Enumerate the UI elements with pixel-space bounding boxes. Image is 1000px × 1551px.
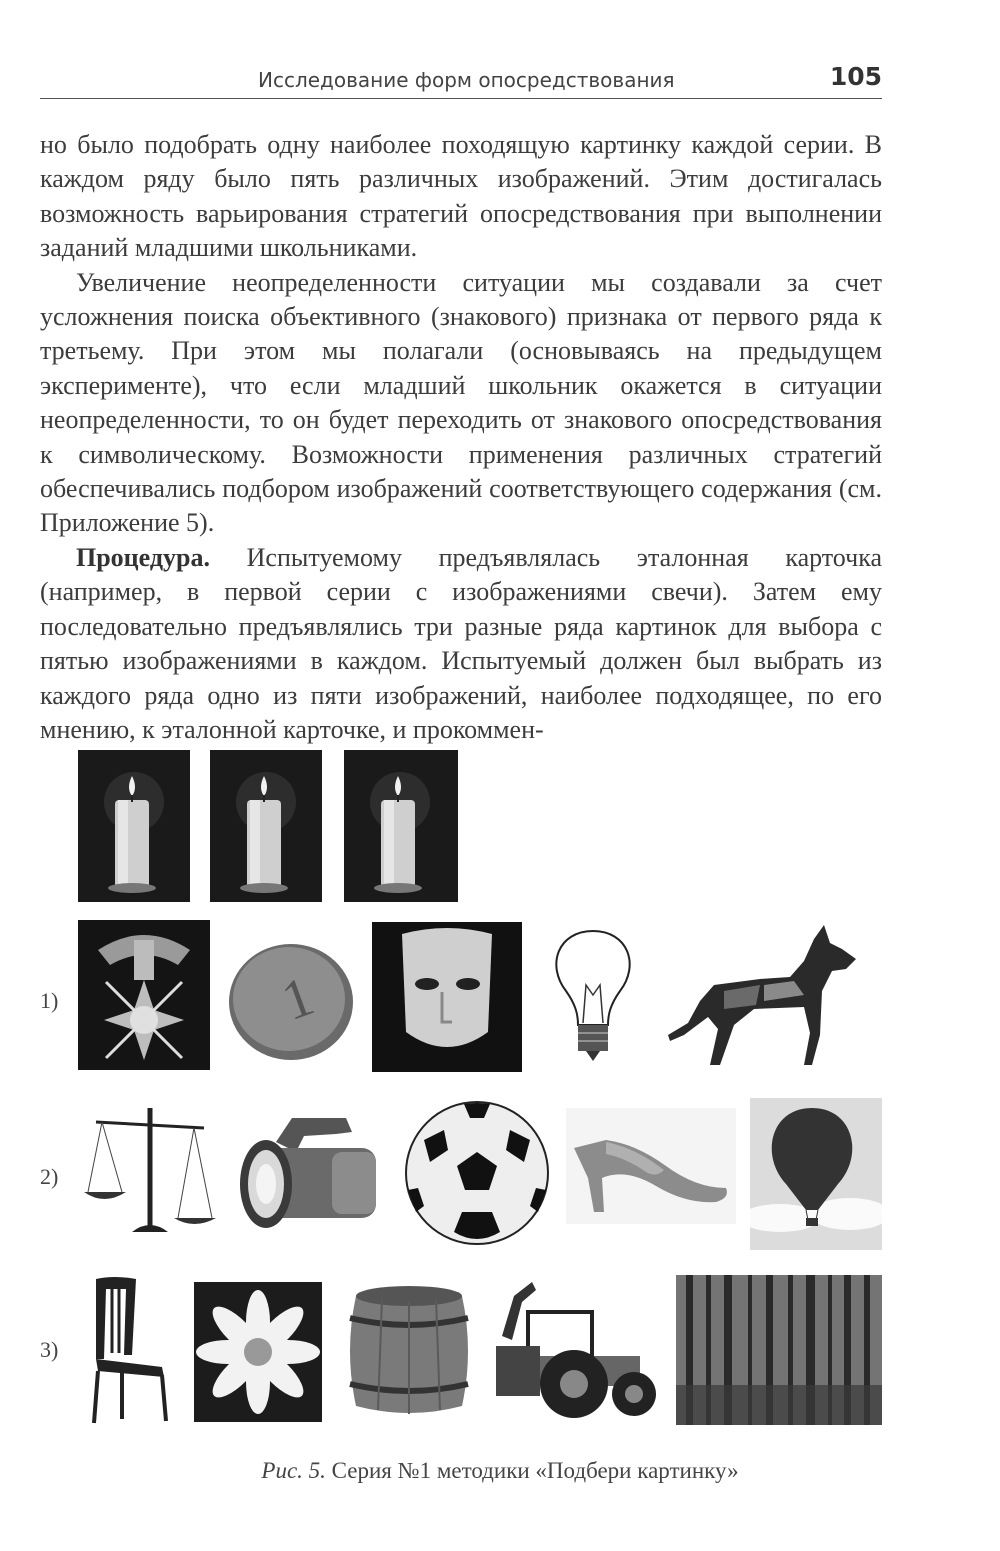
row-label-2: 2) <box>40 1164 59 1189</box>
medal-image <box>78 920 210 1070</box>
figure-caption <box>0 1458 1000 1484</box>
paragraph-2: Увеличение неопределенности ситуации мы создавали за счет усложнения поиска объективного (знакового) признака от первого ряда к третьему. При этом мы полагали (основываясь на предыдущем эксперименте), что если младший школьник окажется в ситуации неопределенности, то он будет переходить от знакового опосредствования к символическому. Возможности применения различных стратегий обеспечивались подбором изображений соответствующего содержания (см. Приложение 5). <box>40 267 882 538</box>
row-label-1: 1) <box>40 988 59 1013</box>
coin-digit: 1 <box>274 965 322 1034</box>
running-title: Исследование форм опосредствования <box>258 68 675 92</box>
paragraph-1: но было подобрать одну наиболее походящую картинку каждой серии. В каждом ряду было пять различных изображений. Этим достигалась возможность варьирования стратегий опосредствования при выполнении заданий младшими школьниками. <box>40 130 882 263</box>
flower-image <box>194 1282 322 1422</box>
paragraph-3 <box>40 541 882 747</box>
paragraph-3-text: Испытуемому предъявлялась эталонная карточка (например, в первой серии с изображениями свечи). Затем ему последовательно предъявлялись три разные ряда картинок для выбора с пятью изображениями в каждом. Испытуемый должен был выбрать из каждого ряда одно из пяти изображений, наиболее подходящее, по его мнению, к эталонной карточке, и прокоммен- <box>40 542 882 744</box>
candle-image <box>344 750 458 902</box>
light-bulb-image <box>538 925 648 1065</box>
soccer-ball-image <box>404 1100 550 1246</box>
body-text <box>40 128 882 747</box>
hot-air-balloon-image <box>750 1098 882 1250</box>
row-label-3: 3) <box>40 1337 59 1362</box>
caption-label: Рис. 5. <box>261 1458 326 1483</box>
flashlight-image <box>236 1112 386 1240</box>
dog-image <box>664 925 860 1067</box>
scales-image <box>82 1102 218 1242</box>
page-number: 105 <box>829 62 882 91</box>
mask-image <box>372 922 522 1072</box>
procedure-heading: Процедура. <box>76 542 210 572</box>
tractor-image <box>492 1276 658 1422</box>
caption-text: Серия №1 методики «Подбери картинку» <box>325 1458 739 1483</box>
chair-image <box>82 1275 178 1425</box>
barrel-image <box>342 1284 476 1418</box>
shoe-image <box>566 1108 736 1224</box>
forest-image <box>676 1275 882 1425</box>
running-header <box>40 62 882 99</box>
candle-image <box>78 750 190 902</box>
coin-image <box>226 942 356 1062</box>
candle-image <box>210 750 322 902</box>
